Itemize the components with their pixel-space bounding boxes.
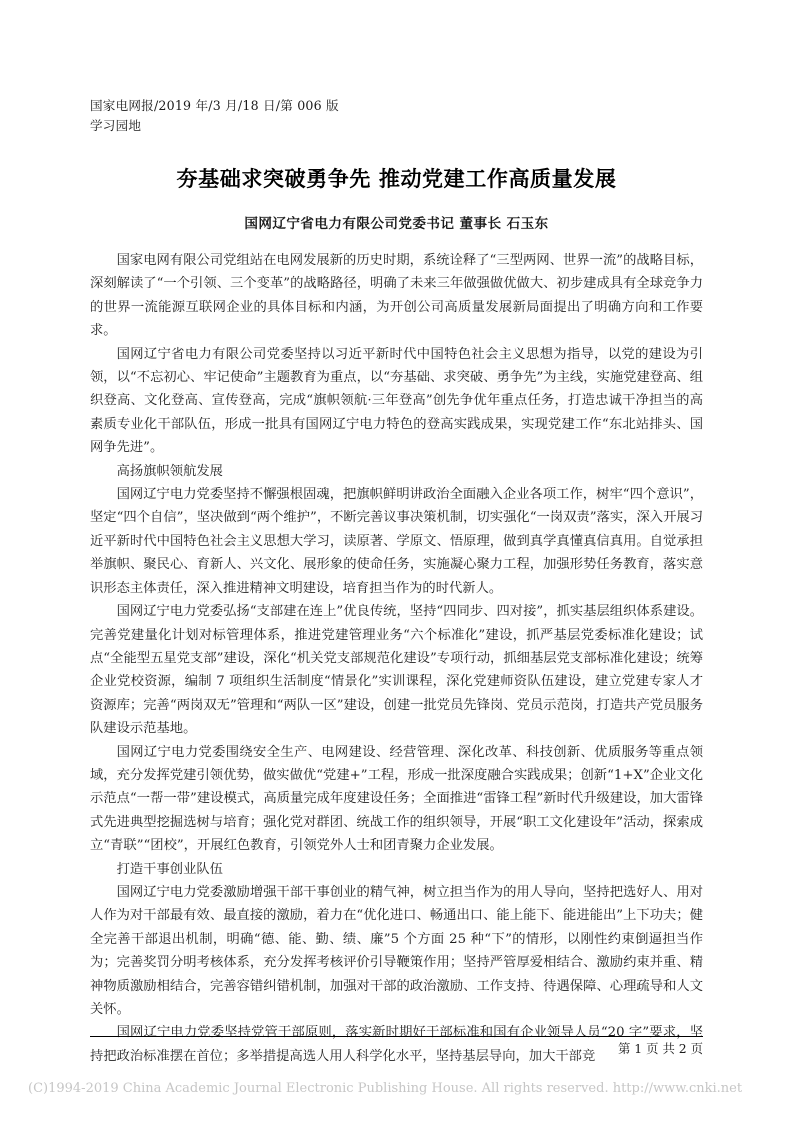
article-byline: 国网辽宁省电力有限公司党委书记 董事长 石玉东 xyxy=(244,216,549,232)
paragraph: 国家电网有限公司党组站在电网发展新的历史时期，系统诠释了“三型两网、世界一流”的战略目标，深刻解读了“一个引领、三个变革”的战略路径，明确了未来三年做强做优做大、初步建成具有全球竞争力的世界一流能源互联网企业的具体目标和内涵，为开创公司高质量发展新局面提出了明确方向和工作要求。 xyxy=(90,253,703,339)
paragraph: 国网辽宁电力党委坚持不懈强根固魂，把旗帜鲜明讲政治全面融入企业各项工作，树牢“四个意识”，坚定“四个自信”，坚决做到“两个维护”，不断完善议事决策机制，切实强化“一岗双责”落实，深入开展习近平新时代中国特色社会主义思想大学习，读原著、学原文、悟原理，做到真学真懂真信真用。自觉承担举旗帜、聚民心、育新人、兴文化、展形象的使命任务，实施凝心聚力工程，加强形势任务教育，落实意识形态主体责任，深入推进精神文明建设，培育担当作为的时代新人。 xyxy=(90,487,703,596)
paragraph: 国网辽宁电力党委弘扬“支部建在连上”优良传统，坚持“四同步、四对接”，抓实基层组织体系建设。完善党建量化计划对标管理体系，推进党建管理业务“六个标准化”建设，抓严基层党委标准化建设；试点“全能型五星党支部”建设，深化“机关党支部规范化建设”专项行动，抓细基层党支部标准化建设；统筹企业党校资源，编制 7 项组织生活制度“情景化”实训课程，深化党建师资队伍建设，建立党建专家人才资源库；完善“两岗双无”管理和“两队一区”建设，创建一批党员先锋岗、党员示范岗，打造共产党员服务队建设示范基地。 xyxy=(90,604,703,737)
masthead-source-line: 国家电网报/2019 年/3 月/18 日/第 006 版 xyxy=(90,98,339,113)
page-number: 第 1 页 共 2 页 xyxy=(617,1041,703,1056)
page-title: 夯基础求突破勇争先 推动党建工作高质量发展 xyxy=(176,167,617,191)
paragraph: 国网辽宁省电力有限公司党委坚持以习近平新时代中国特色社会主义思想为指导，以党的建设为引领，以“不忘初心、牢记使命”主题教育为重点，以“夯基础、求突破、勇争先”为主线，实施党建登高、组织登高、文化登高、宣传登高，完成“旗帜领航·三年登高”创先争优年重点任务，打造忠诚干净担当的高素质专业化干部队伍，形成一批具有国网辽宁电力特色的登高实践成果，实现党建工作“东北站排头、国网争先进”。 xyxy=(90,346,703,456)
masthead xyxy=(90,0,703,136)
paragraph: 国网辽宁电力党委围绕安全生产、电网建设、经营管理、深化改革、科技创新、优质服务等重点领域，充分发挥党建引领优势，做实做优“党建+”工程，形成一批深度融合实践成果；创新“1+X”企业文化示范点“一帮一带”建设模式，高质量完成年度建设任务；全面推进“雷锋工程”新时代升级建设，加大雷锋式先进典型挖掘选树与培育；强化党对群团、统战工作的组织领导，开展“职工文化建设年”活动，探索成立“青联”“团校”，开展红色教育，引领党外人士和团青聚力企业发展。 xyxy=(90,744,703,854)
section-subheading: 打造干事创业队伍 xyxy=(116,861,223,877)
masthead-section: 学习园地 xyxy=(90,118,142,133)
section-subheading: 高扬旗帜领航发展 xyxy=(116,463,223,479)
paragraph: 国网辽宁电力党委激励增强干部干事创业的精气神，树立担当作为的用人导向，坚持把选好人、用对人作为对干部最有效、最直接的激励，着力在“优化进口、畅通出口、能上能下、能进能出”上下功夫；健全完善干部退出机制，明确“德、能、勤、绩、廉”5 个方面 25 种“下”的情形，以刚性约束倒逼担当作为；完善奖罚分明考核体系，充分发挥考核评价引导鞭策作用；坚持严管厚爱相结合、激励约束并重、精神物质激励相结合，完善容错纠错机制，加强对干部的政治激励、工作支持、待遇保障、心理疏导和人文关怀。 xyxy=(90,884,703,1017)
paragraph: 国网辽宁电力党委坚持党管干部原则，落实新时期好干部标准和国有企业领导人员“20 字”要求，坚持把政治标准摆在首位；多举措提高选人用人科学化水平，坚持基层导向，加大干部竞 xyxy=(90,1025,703,1064)
footer-divider xyxy=(90,1036,703,1037)
page-content xyxy=(90,0,703,1068)
article-body xyxy=(90,249,703,1068)
copyright-notice: (C)1994-2019 China Academic Journal Electronic Publishing House. All rights reserved. http://www.cnki.net xyxy=(28,1081,743,1096)
